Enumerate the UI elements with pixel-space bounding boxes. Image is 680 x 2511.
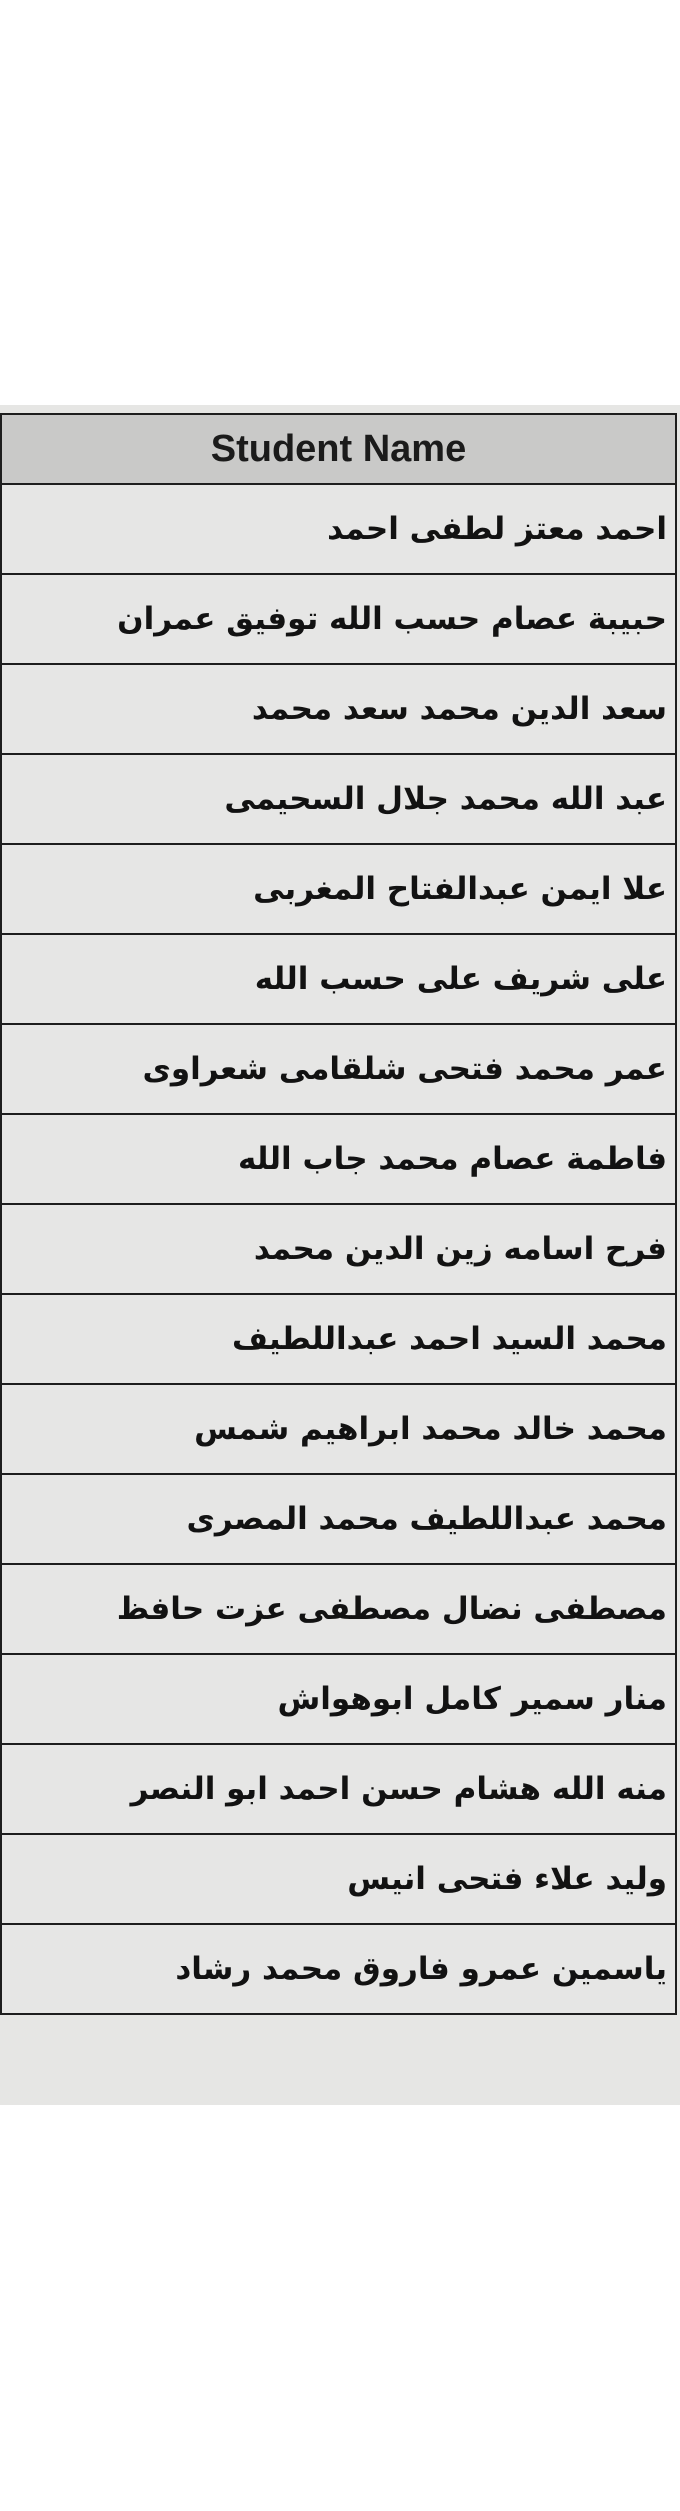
student-name-cell: محمد عبداللطيف محمد المصرى bbox=[1, 1474, 676, 1564]
table-row bbox=[1, 1204, 676, 1294]
table-row bbox=[1, 1744, 676, 1834]
column-header-student-name: Student Name bbox=[1, 414, 676, 484]
table-row bbox=[1, 1564, 676, 1654]
student-name-cell: محمد خالد محمد ابراهيم شمس bbox=[1, 1384, 676, 1474]
table-row bbox=[1, 934, 676, 1024]
student-name-cell: منار سمير كامل ابوهواش bbox=[1, 1654, 676, 1744]
table-row bbox=[1, 1024, 676, 1114]
table-row bbox=[1, 1834, 676, 1924]
student-name-cell: فرح اسامه زين الدين محمد bbox=[1, 1204, 676, 1294]
student-name-cell: مصطفى نضال مصطفى عزت حافظ bbox=[1, 1564, 676, 1654]
table-row bbox=[1, 1924, 676, 2014]
student-name-cell: عمر محمد فتحى شلقامى شعراوى bbox=[1, 1024, 676, 1114]
student-name-cell: حبيبة عصام حسب الله توفيق عمران bbox=[1, 574, 676, 664]
table-row bbox=[1, 484, 676, 574]
student-name-cell: عبد الله محمد جلال السحيمى bbox=[1, 754, 676, 844]
student-name-cell: على شريف على حسب الله bbox=[1, 934, 676, 1024]
table-header-row bbox=[1, 414, 676, 484]
table-row bbox=[1, 664, 676, 754]
table-row bbox=[1, 1114, 676, 1204]
student-name-cell: احمد معتز لطفى احمد bbox=[1, 484, 676, 574]
table-row bbox=[1, 574, 676, 664]
student-name-cell: سعد الدين محمد سعد محمد bbox=[1, 664, 676, 754]
table-body bbox=[1, 484, 676, 2014]
student-name-cell: فاطمة عصام محمد جاب الله bbox=[1, 1114, 676, 1204]
student-name-cell: محمد السيد احمد عبداللطيف bbox=[1, 1294, 676, 1384]
student-name-cell: ياسمين عمرو فاروق محمد رشاد bbox=[1, 1924, 676, 2014]
table-row bbox=[1, 844, 676, 934]
student-table bbox=[0, 413, 677, 2015]
student-name-cell: وليد علاء فتحى انيس bbox=[1, 1834, 676, 1924]
student-name-cell: منه الله هشام حسن احمد ابو النصر bbox=[1, 1744, 676, 1834]
table-row bbox=[1, 1384, 676, 1474]
student-name-cell: علا ايمن عبدالفتاح المغربى bbox=[1, 844, 676, 934]
table-row bbox=[1, 754, 676, 844]
table-row bbox=[1, 1294, 676, 1384]
table-row bbox=[1, 1474, 676, 1564]
table-row bbox=[1, 1654, 676, 1744]
